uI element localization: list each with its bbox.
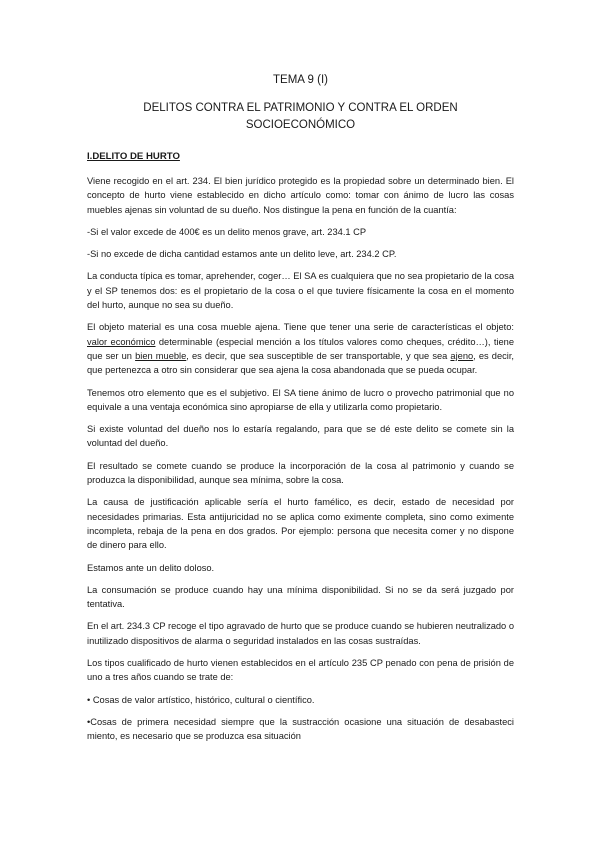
document-subtitle <box>87 100 514 134</box>
paragraph-intro: Viene recogido en el art. 234. El bien jurídico protegido es la propiedad sobre un determinado bien. El concepto de hurto viene establecido en dicho artículo como: tomar con ánimo de lucro las cosas muebles ajenas sin voluntad de su dueño. Nos distingue la pena en función de la cuantía: <box>87 176 514 215</box>
paragraph-tipos-cualificados: Los tipos cualificado de hurto vienen establecidos en el artículo 235 CP penado con pena de prisión de uno a tres años cuando se trate de: <box>87 658 514 683</box>
objeto-text-a: El objeto material es una cosa mueble ajena. Tiene que tener una serie de características el objeto: <box>87 322 514 333</box>
valor-economico-term: valor económico <box>87 336 156 347</box>
paragraph-resultado: El resultado se comete cuando se produce la incorporación de la cosa al patrimonio y cuando se produzca la disponibilidad, aunque sea mínima, sobre la cosa. <box>87 460 514 486</box>
section-heading: I.DELITO DE HURTO <box>87 151 180 162</box>
document-title: TEMA 9 (I) <box>273 74 328 86</box>
objeto-text-b: determinable (especial mención a los títulos valores como cheques, crédito…), tiene que ser un <box>87 336 514 361</box>
objeto-text-c: , es decir, que sea susceptible de ser transportable, y que sea <box>186 350 451 361</box>
paragraph-tipo-agravado: En el art. 234.3 CP recoge el tipo agravado de hurto que se produce cuando se hubieren neutralizado o inutilizado dispositivos de alarma o seguridad instalados en las cosas sustraídas. <box>87 621 514 646</box>
paragraph-doloso: Estamos ante un delito doloso. <box>87 562 215 573</box>
paragraph-consumacion: La consumación se produce cuando hay una mínima disponibilidad. Si no se da será juzgado por tentativa. <box>87 584 514 610</box>
subtitle-line-2: SOCIOECONÓMICO <box>245 119 356 131</box>
subtitle-line-1: DELITOS CONTRA EL PATRIMONIO Y CONTRA EL ORDEN <box>143 102 458 114</box>
ajeno-term: ajeno <box>450 350 474 361</box>
bien-mueble-term: bien mueble <box>135 350 187 361</box>
paragraph-justificacion: La causa de justificación aplicable sería el hurto famélico, es decir, estado de necesidad por necesidades primarias. Esta antijuricidad no se aplica como eximente completa, sino como eximente incompleta, rebaja de la pena en dos grados. Por ejemplo: persona que necesita comer y no dispone de dinero para ello. <box>87 497 514 551</box>
paragraph-objeto-material <box>87 320 514 377</box>
paragraph-conducta-tipica: La conducta típica es tomar, aprehender, coger… El SA es cualquiera que no sea propietario de la cosa y el SP tenemos dos: es el propietario de la cosa o el que tuviere físicamente la cosa en el momento del hurto, aunque no sea su dueño. <box>87 271 514 311</box>
list-item-primera-necesidad: •Cosas de primera necesidad siempre que la sustracción ocasione una situación de desabasteci miento, es necesario que se produzca esa situación <box>87 716 514 742</box>
list-item-valor-artistico: • Cosas de valor artístico, histórico, cultural o científico. <box>87 694 315 705</box>
document-page <box>87 72 514 752</box>
paragraph-subjetivo: Tenemos otro elemento que es el subjetivo. El SA tiene ánimo de lucro o provecho patrimonial que no equivale a una ventaja económica sino apropiarse de ella y utilizarla como propietario. <box>87 387 514 412</box>
paragraph-leve: -Si no excede de dicha cantidad estamos ante un delito leve, art. 234.2 CP. <box>87 249 397 260</box>
objeto-text-d: , es decir, que pertenezca a otro sin considerar que sea ajena la cosa abandonada que se pueda ocupar. <box>87 350 515 376</box>
paragraph-voluntad-dueno: Si existe voluntad del dueño nos lo estaría regalando, para que se dé este delito se comete sin la voluntad del dueño. <box>87 424 514 449</box>
paragraph-menos-grave: -Si el valor excede de 400€ es un delito menos grave, art. 234.1 CP <box>87 226 367 237</box>
